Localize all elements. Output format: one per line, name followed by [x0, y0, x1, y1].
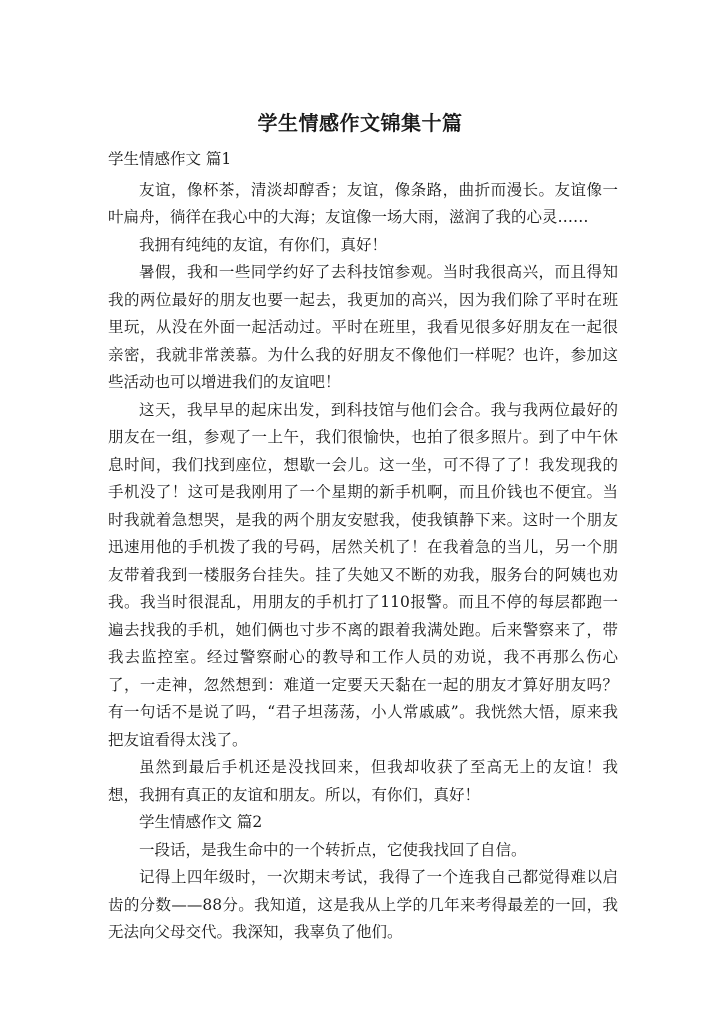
- paragraph: 记得上四年级时，一次期末考试，我得了一个连我自己都觉得难以启齿的分数——88分。我知道，这是我从上学的几年来考得最差的一回，我无法向父母交代。我深知，我辜负了他们。: [108, 868, 618, 941]
- section-heading-1: 学生情感作文 篇1: [108, 150, 232, 168]
- document-body: [108, 146, 618, 947]
- paragraph: 我拥有纯纯的友谊，有你们，真好！: [139, 235, 388, 254]
- document-title: 学生情感作文锦集十篇: [257, 111, 463, 135]
- paragraph: 友谊，像杯茶，清淡却醇香；友谊，像条路，曲折而漫长。友谊像一叶扁舟，徜徉在我心中的大海；友谊像一场大雨，滋润了我的心灵……: [108, 180, 618, 226]
- paragraph: 这天，我早早的起床出发，到科技馆与他们会合。我与我两位最好的朋友在一组，参观了一上午，我们很愉快，也拍了很多照片。到了中午休息时间，我们找到座位，想歇一会儿。这一坐，可不得了了！我发现我的手机没了！这可是我刚用了一个星期的新手机啊，而且价钱也不便宜。当时我就着急想哭，是我的两个朋友安慰我，使我镇静下来。这时一个朋友迅速用他的手机拨了我的号码，居然关机了！在我着急的当儿，另一个朋友带着我到一楼服务台挂失。挂了失她又不断的劝我，服务台的阿姨也劝我。我当时很混乱，用朋友的手机打了110报警。而且不停的每层都跑一遍去找我的手机，她们俩也寸步不离的跟着我满处跑。后来警察来了，带我去监控室。经过警察耐心的教导和工作人员的劝说，我不再那么伤心了，一走神，忽然想到：难道一定要天天黏在一起的朋友才算好朋友吗？有一句话不是说了吗，“君子坦荡荡，小人常戚戚”。我恍然大悟，原来我把友谊看得太浅了。: [108, 400, 618, 749]
- paragraph: 虽然到最后手机还是没找回来，但我却收获了至高无上的友谊！我想，我拥有真正的友谊和朋友。所以，有你们，真好！: [108, 758, 618, 804]
- section-heading-2: 学生情感作文 篇2: [139, 813, 263, 831]
- paragraph: 一段话，是我生命中的一个转折点，它使我找回了自信。: [139, 840, 527, 859]
- paragraph: 暑假，我和一些同学约好了去科技馆参观。当时我很高兴，而且得知我的两位最好的朋友也要一起去，我更加的高兴，因为我们除了平时在班里玩，从没在外面一起活动过。平时在班里，我看见很多好朋友在一起很亲密，我就非常羡慕。为什么我的好朋友不像他们一样呢？也许，参加这些活动也可以增进我们的友谊吧！: [108, 263, 618, 391]
